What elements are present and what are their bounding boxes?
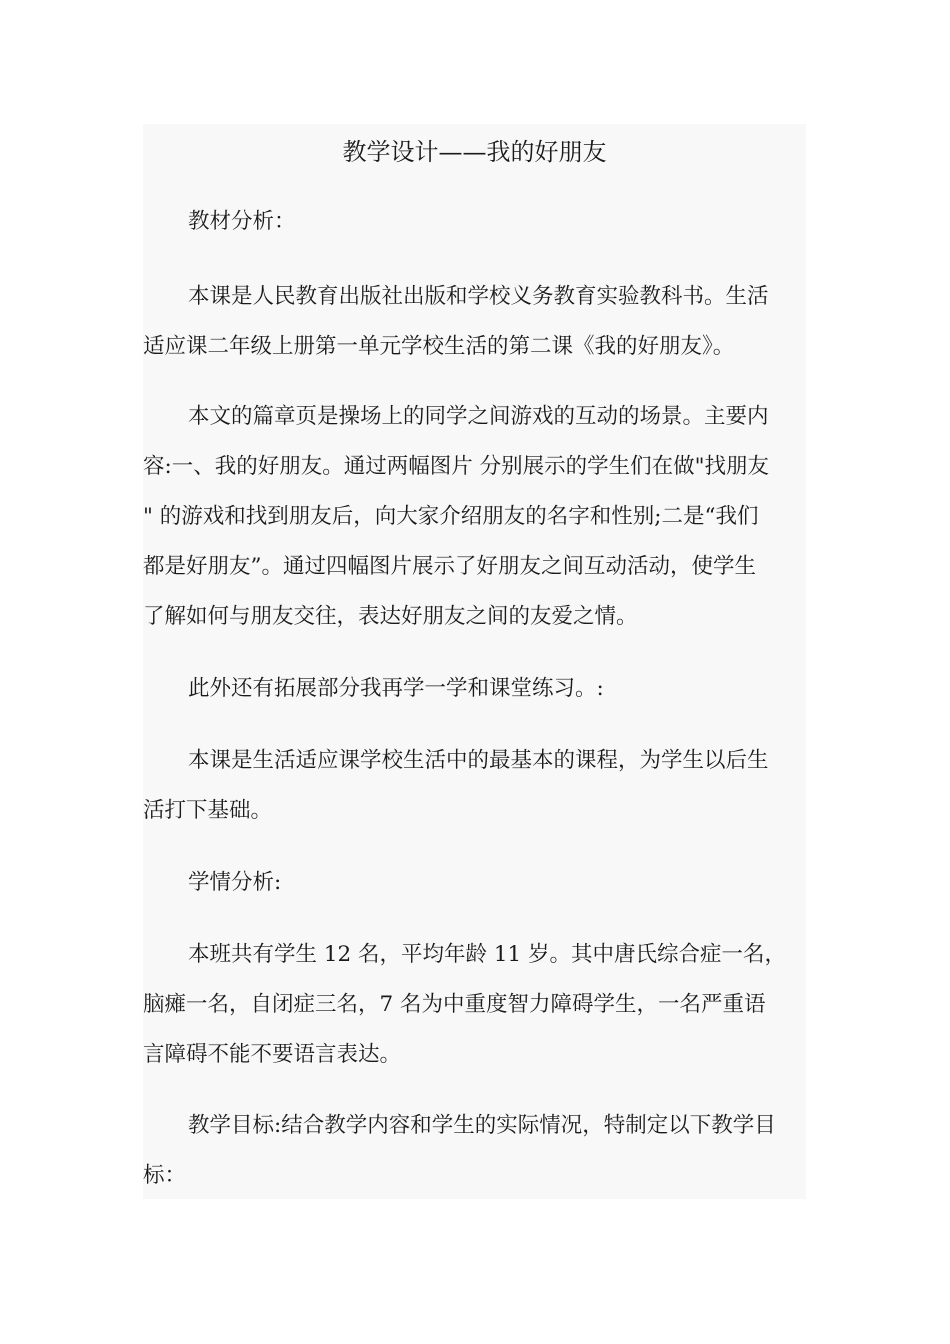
text-line: 本文的篇章页是操场上的同学之间游戏的互动的场景。主要内 (188, 404, 769, 429)
paragraph-textbook-analysis-heading (143, 197, 806, 247)
document-title: 教学设计——我的好朋友 (342, 138, 607, 166)
text-line: " 的游戏和找到朋友后，向大家介绍朋友的名字和性别;二是“我们 (143, 504, 759, 529)
text-line: 本课是人民教育出版社出版和学校义务教育实验教科书。生活 (188, 284, 769, 309)
text-line: 言障碍不能不要语言表达。 (143, 1042, 402, 1067)
paragraph-course-source (143, 272, 806, 372)
paragraph-extension (143, 664, 806, 714)
paragraph-student-analysis-heading (143, 858, 806, 908)
document-page (143, 124, 806, 1199)
paragraph-course-importance (143, 736, 806, 836)
text-line: 脑瘫一名，自闭症三名，7 名为中重度智力障碍学生，一名严重语 (143, 992, 766, 1017)
text-line: 适应课二年级上册第一单元学校生活的第二课《我的好朋友》。 (143, 334, 735, 359)
text-line: 都是好朋友”。通过四幅图片展示了好朋友之间互动活动，使学生 (143, 554, 756, 579)
text-line: 教材分析： (188, 209, 296, 234)
text-line: 活打下基础。 (143, 798, 273, 823)
text-line: 此外还有拓展部分我再学一学和课堂练习。: (188, 676, 604, 701)
text-line: 教学目标:结合教学内容和学生的实际情况，特制定以下教学目 (188, 1113, 776, 1138)
text-line: 本课是生活适应课学校生活中的最基本的课程，为学生以后生 (188, 748, 769, 773)
text-line: 学情分析: (188, 870, 282, 895)
text-line: 标： (143, 1163, 187, 1188)
text-line: 本班共有学生 12 名，平均年龄 11 岁。其中唐氏综合症一名， (188, 942, 787, 967)
paragraph-teaching-goals (143, 1101, 806, 1201)
text-line: 容:一、我的好朋友。通过两幅图片 分别展示的学生们在做"找朋友 (143, 454, 769, 479)
text-line: 了解如何与朋友交往，表达好朋友之间的友爱之情。 (143, 604, 638, 629)
paragraph-chapter-content (143, 392, 806, 642)
paragraph-student-details (143, 930, 806, 1080)
